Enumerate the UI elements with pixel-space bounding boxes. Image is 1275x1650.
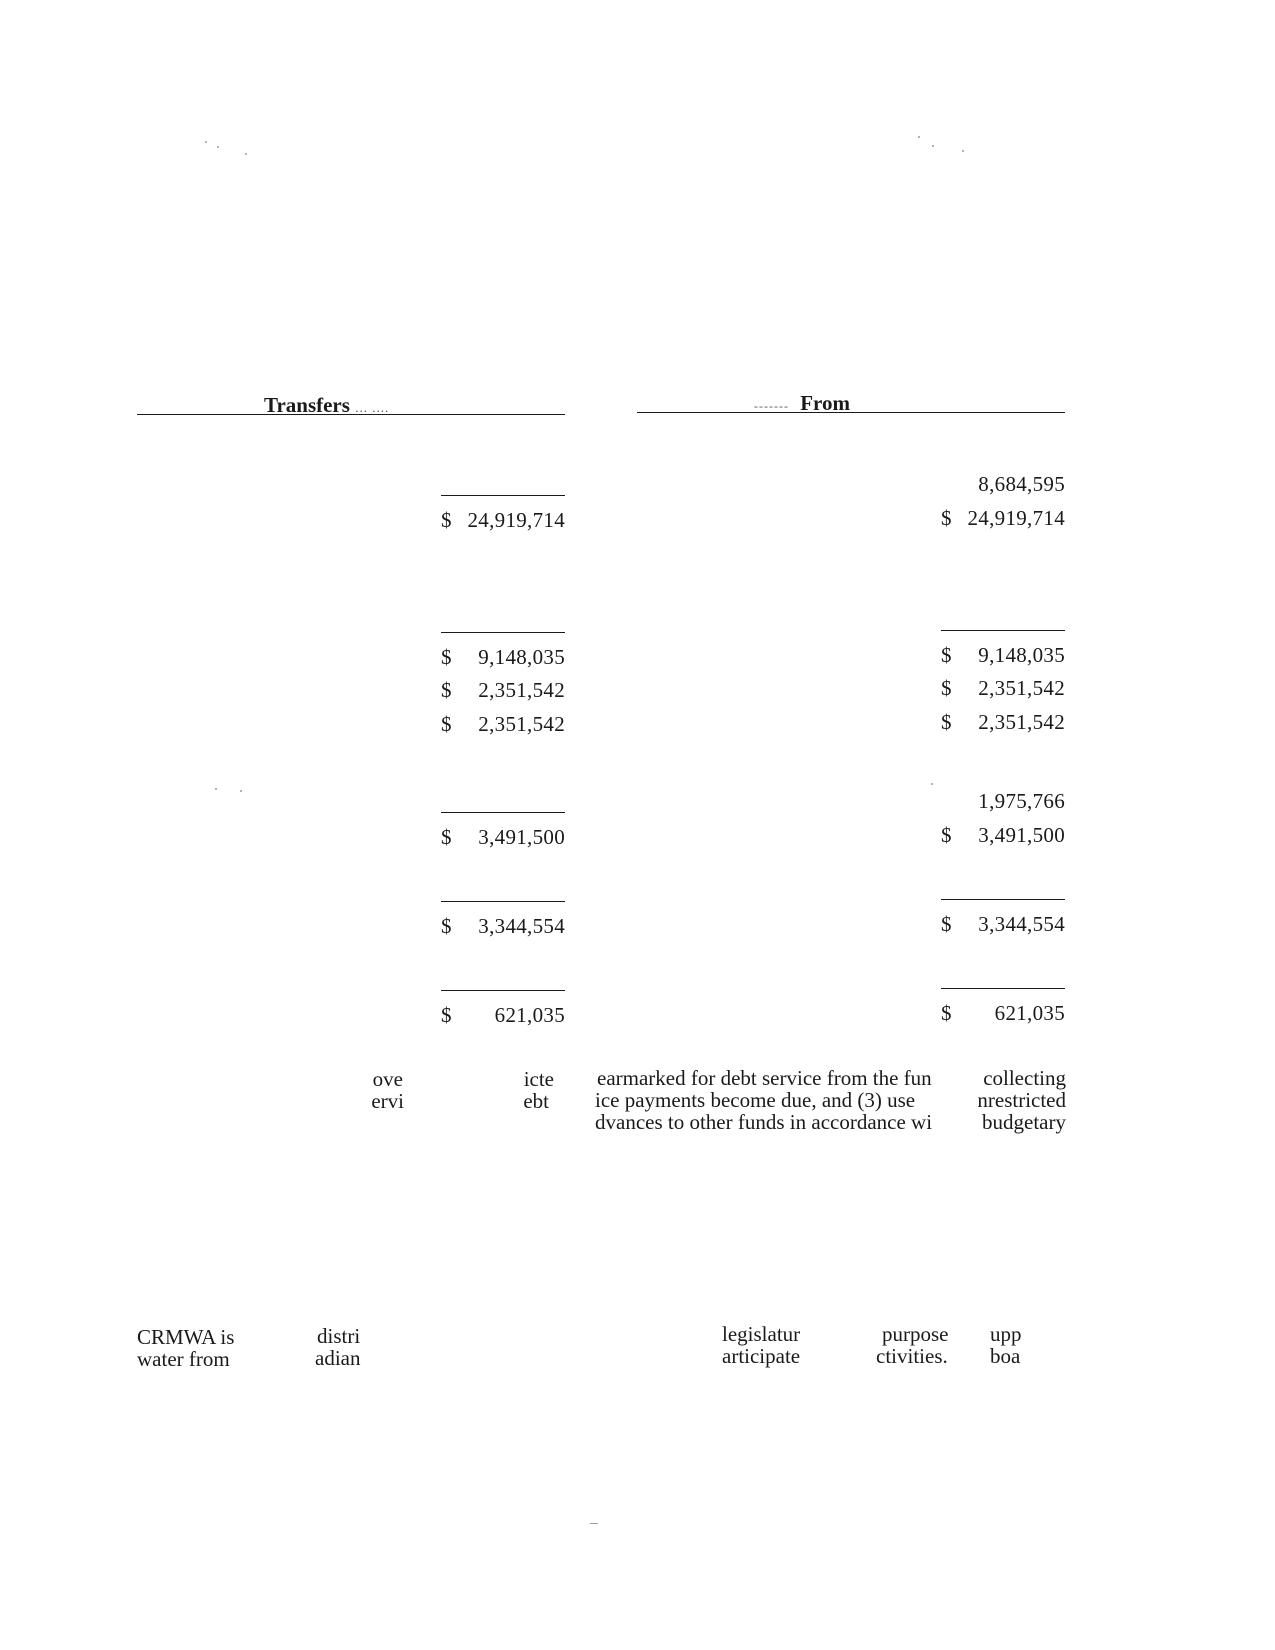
from-header-label: From <box>800 391 850 415</box>
amount-value: 621,035 <box>494 1003 565 1027</box>
scan-speck <box>205 141 207 143</box>
scan-speck <box>962 150 964 152</box>
amount-value: 2,351,542 <box>478 678 565 702</box>
transfers-header-trailing: ... .... <box>355 400 390 415</box>
crmwa-fragment: water from <box>137 1347 230 1371</box>
subtotal-line <box>941 630 1065 631</box>
subtotal-line <box>441 495 565 496</box>
crmwa-fragment: upp <box>990 1322 1022 1346</box>
crmwa-fragment: articipate <box>722 1344 801 1368</box>
transfers-header-label: Transfers <box>264 393 350 417</box>
amount-value: 24,919,714 <box>467 508 565 532</box>
transfers-header-rule <box>137 414 565 415</box>
amount-value: 24,919,714 <box>967 506 1065 530</box>
crmwa-fragment: ctivities. <box>876 1344 948 1368</box>
note-fragment: collecting <box>983 1066 1066 1090</box>
from-amount <box>941 823 1065 847</box>
crmwa-fragment: distri <box>317 1324 361 1348</box>
transfer-amount <box>441 914 565 938</box>
transfer-amount <box>441 1003 565 1027</box>
amount-value: 3,344,554 <box>478 914 565 938</box>
note-fragment: ebt <box>523 1089 549 1113</box>
amount-value: 2,351,542 <box>478 712 565 736</box>
transfer-amount <box>441 712 565 736</box>
transfer-amount <box>441 825 565 849</box>
from-subtotal-amount <box>941 472 1065 496</box>
currency-symbol: $ <box>441 645 452 669</box>
amount-value: 9,148,035 <box>478 645 565 669</box>
transfer-amount <box>441 678 565 702</box>
currency-symbol: $ <box>941 1001 952 1025</box>
note-fragment: ove <box>372 1067 403 1091</box>
subtotal-line <box>941 899 1065 900</box>
note-fragment: ervi <box>371 1089 404 1113</box>
currency-symbol: $ <box>441 678 452 702</box>
currency-symbol: $ <box>941 676 952 700</box>
note-fragment: budgetary <box>982 1110 1066 1134</box>
crmwa-fragment: CRMWA is <box>137 1325 235 1349</box>
currency-symbol: $ <box>441 508 452 532</box>
from-amount <box>941 506 1065 530</box>
scan-speck <box>590 1523 598 1524</box>
amount-value: 2,351,542 <box>978 710 1065 734</box>
transfer-amount <box>441 645 565 669</box>
from-subtotal-amount <box>941 789 1065 813</box>
crmwa-fragment: boa <box>990 1344 1021 1368</box>
currency-symbol: $ <box>441 914 452 938</box>
currency-symbol: $ <box>441 712 452 736</box>
crmwa-fragment: legislatur <box>722 1322 801 1346</box>
currency-symbol: $ <box>941 912 952 936</box>
amount-value: 2,351,542 <box>978 676 1065 700</box>
amount-value: 9,148,035 <box>978 643 1065 667</box>
currency-symbol: $ <box>941 823 952 847</box>
from-amount <box>941 912 1065 936</box>
currency-symbol: $ <box>441 1003 452 1027</box>
scan-speck <box>918 136 920 138</box>
from-amount <box>941 643 1065 667</box>
from-amount <box>941 676 1065 700</box>
scan-speck <box>215 788 217 790</box>
amount-value: 8,684,595 <box>978 472 1065 496</box>
scan-speck <box>240 790 242 792</box>
from-header-rule <box>637 412 1065 413</box>
scan-speck <box>245 153 247 155</box>
note-fragment: nrestricted <box>977 1088 1066 1112</box>
amount-value: 621,035 <box>994 1001 1065 1025</box>
subtotal-line <box>941 988 1065 989</box>
subtotal-line <box>441 632 565 633</box>
amount-value: 1,975,766 <box>978 789 1065 813</box>
from-amount <box>941 710 1065 734</box>
scan-speck <box>932 145 934 147</box>
currency-symbol: $ <box>941 643 952 667</box>
from-amount <box>941 1001 1065 1025</box>
currency-symbol: $ <box>941 506 952 530</box>
transfer-amount <box>441 508 565 532</box>
subtotal-line <box>441 812 565 813</box>
note-line: earmarked for debt service from the fun <box>597 1066 932 1090</box>
scan-speck <box>931 783 933 785</box>
scan-speck <box>217 146 219 148</box>
subtotal-line <box>441 990 565 991</box>
amount-value: 3,344,554 <box>978 912 1065 936</box>
note-line: dvances to other funds in accordance wi <box>595 1110 933 1134</box>
crmwa-fragment: purpose <box>882 1322 949 1346</box>
amount-value: 3,491,500 <box>478 825 565 849</box>
amount-value: 3,491,500 <box>978 823 1065 847</box>
currency-symbol: $ <box>441 825 452 849</box>
note-fragment: icte <box>523 1067 554 1091</box>
currency-symbol: $ <box>941 710 952 734</box>
crmwa-fragment: adian <box>315 1346 361 1370</box>
subtotal-line <box>441 901 565 902</box>
from-header-leading: ------- <box>754 399 789 413</box>
note-line: ice payments become due, and (3) use <box>595 1088 916 1112</box>
